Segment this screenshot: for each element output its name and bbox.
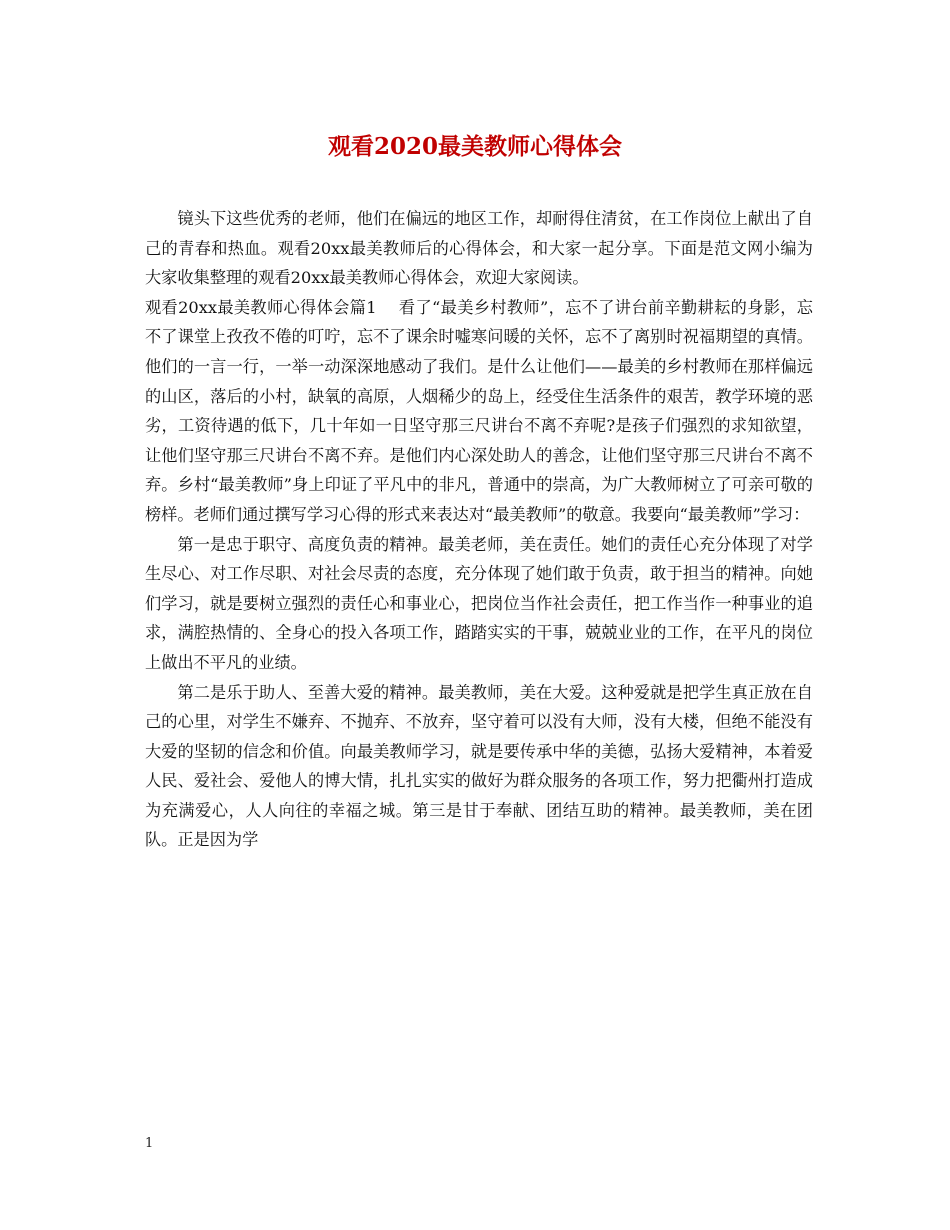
document-body (145, 204, 813, 855)
point-two-paragraph: 第二是乐于助人、至善大爱的精神。最美教师，美在大爱。这种爱就是把学生真正放在自己的心里，对学生不嫌弃、不抛弃、不放弃，坚守着可以没有大师，没有大楼，但绝不能没有大爱的坚韧的信念和价值。向最美教师学习，就是要传承中华的美德，弘扬大爱精神，本着爱人民、爱社会、爱他人的博大情，扎扎实实的做好为群众服务的各项工作，努力把衢州打造成为充满爱心，人人向往的幸福之城。第三是甘于奉献、团结互助的精神。最美教师，美在团队。正是因为学 (145, 682, 813, 850)
page-number: 1 (145, 1136, 154, 1151)
point-one-paragraph: 第一是忠于职守、高度负责的精神。最美老师，美在责任。她们的责任心充分体现了对学生尽心、对工作尽职、对社会尽责的态度，充分体现了她们敢于负责，敢于担当的精神。向她们学习，就是要树立强烈的责任心和事业心，把岗位当作社会责任，把工作当作一种事业的追求，满腔热情的、全身心的投入各项工作，踏踏实实的干事，兢兢业业的工作，在平凡的岗位上做出不平凡的业绩。 (145, 534, 813, 672)
document-title: 观看2020最美教师心得体会 (327, 133, 622, 160)
section-body-text: 看了“最美乡村教师”，忘不了讲台前辛勤耕耘的身影，忘不了课堂上孜孜不倦的叮咛，忘不了课余时嘘寒问暖的关怀，忘不了离别时祝福期望的真情。他们的一言一行，一举一动深深地感动了我们。是什么让他们——最美的乡村教师在那样偏远的山区，落后的小村，缺氧的高原，人烟稀少的岛上，经受住生活条件的艰苦，教学环境的恶劣，工资待遇的低下，几十年如一日坚守那三尺讲台不离不弃呢?是孩子们强烈的求知欲望，让他们坚守那三尺讲台不离不弃。是他们内心深处助人的善念，让他们坚守那三尺讲台不离不弃。乡村“最美教师”身上印证了平凡中的非凡，普通中的崇高，为广大教师树立了可亲可敬的榜样。老师们通过撰写学习心得的形式来表达对“最美教师”的敬意。我要向“最美教师”学习： (145, 297, 813, 524)
section-heading: 观看20xx最美教师心得体会篇1 (145, 297, 377, 317)
intro-paragraph: 镜头下这些优秀的老师，他们在偏远的地区工作，却耐得住清贫，在工作岗位上献出了自己的青春和热血。观看20xx最美教师后的心得体会，和大家一起分享。下面是范文网小编为大家收集整理的观看20xx最美教师心得体会，欢迎大家阅读。 (145, 209, 813, 288)
section-paragraph (145, 293, 813, 530)
